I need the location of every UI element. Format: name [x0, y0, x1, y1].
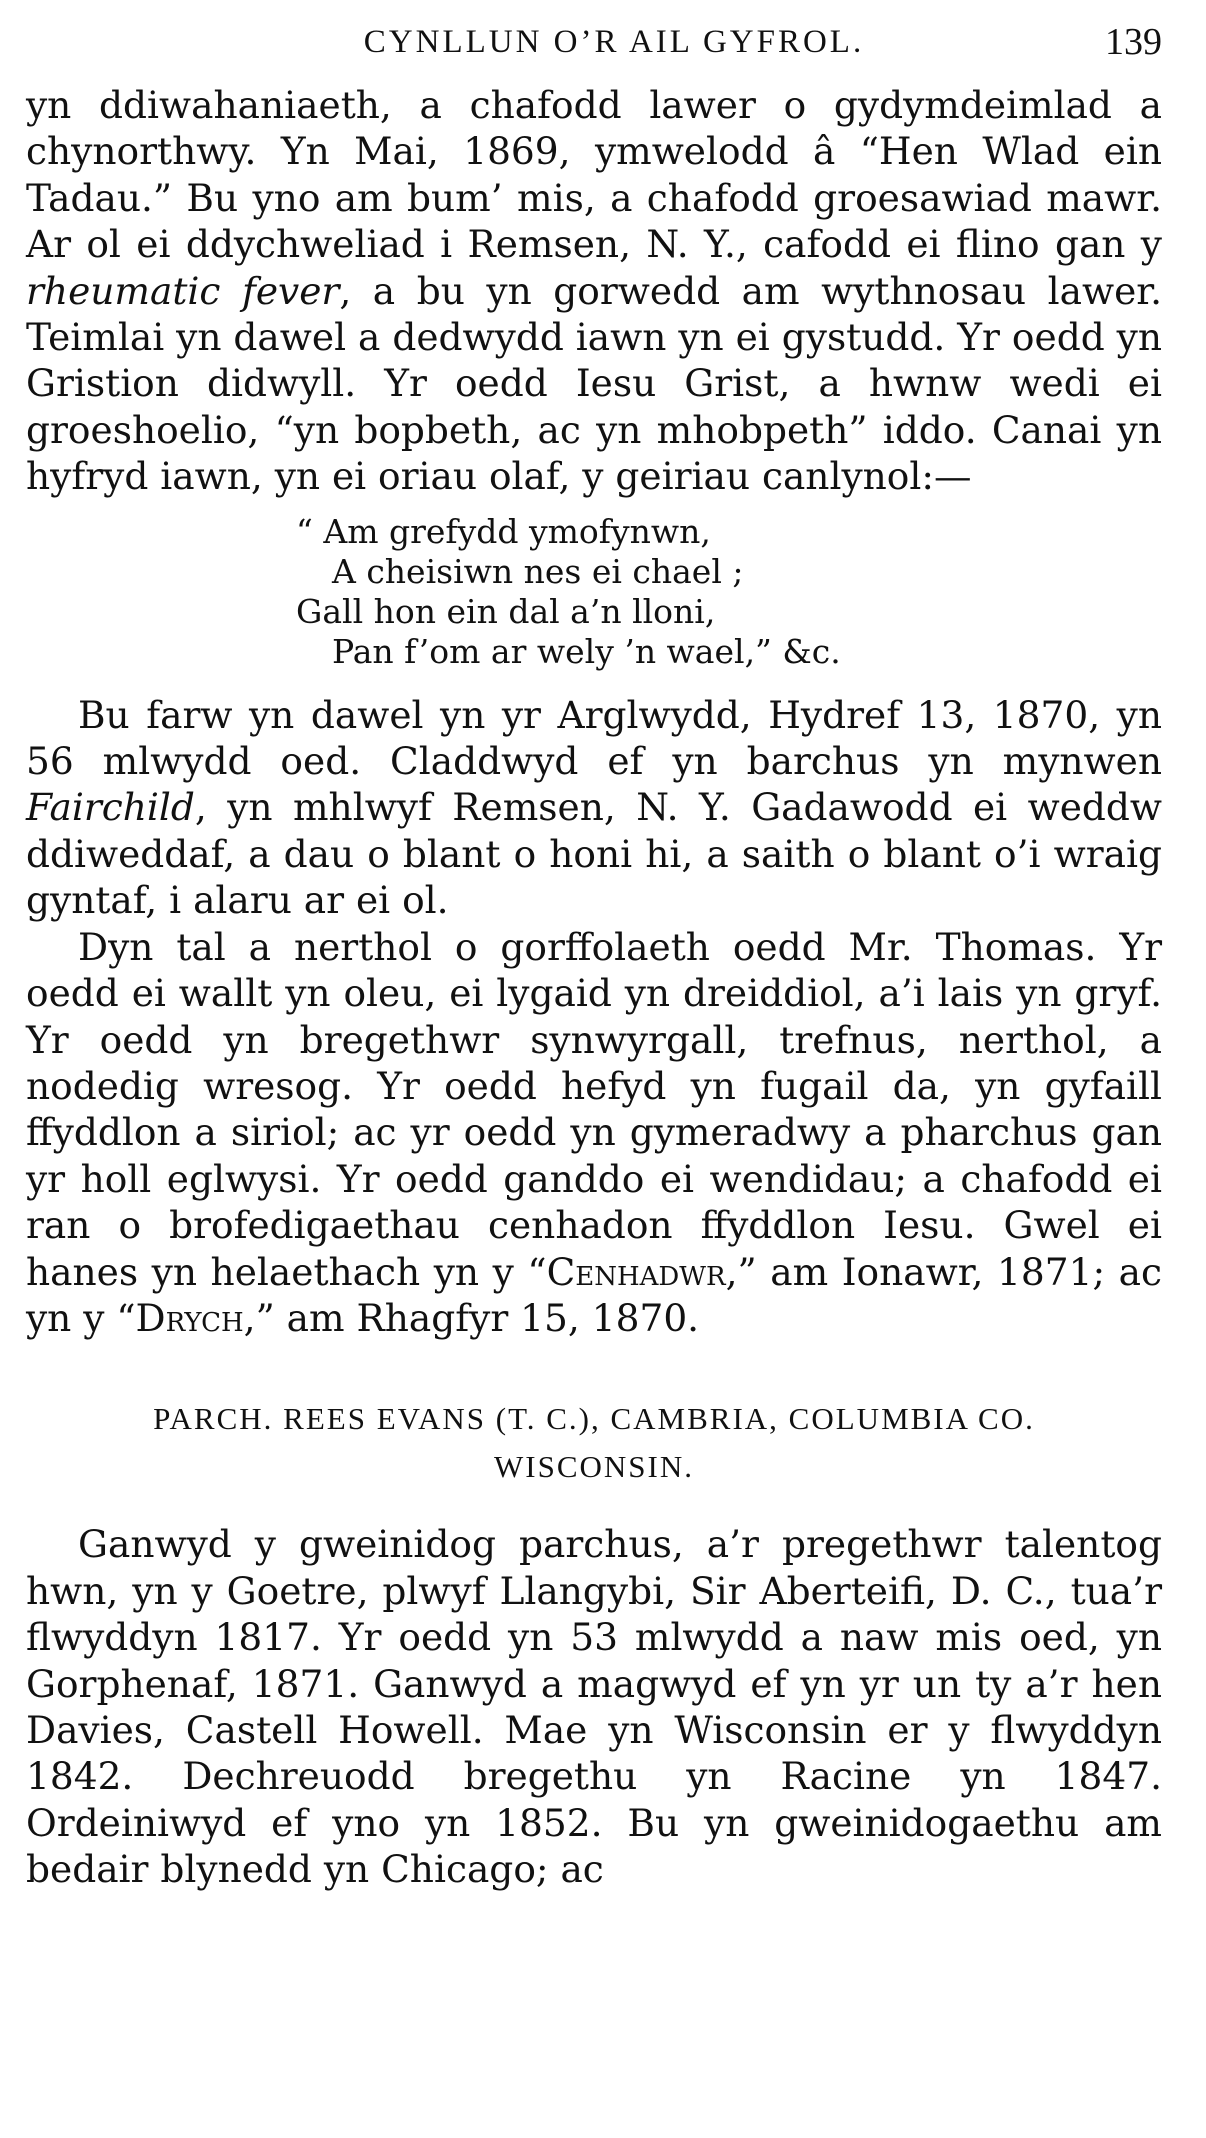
small-caps-title: Cenhadwr [546, 1249, 726, 1294]
text-run: , yn mhlwyf Remsen, N. Y. Gadawodd ei weddw ddiweddaf, a dau o blant o honi hi, a saith o blant o’i wraig gyntaf, i alaru ar ei ol. [26, 785, 1162, 923]
italic-term: rheumatic fever [26, 268, 340, 313]
paragraph-biography: Ganwyd y gweinidog parchus, a’r pregethwr talentog hwn, yn y Goetre, plwyf Llangybi, Sir Aberteifi, D. C., tua’r flwyddyn 1817. Yr oedd yn 53 mlwydd a naw mis oed, yn Gorphenaf, 1871. Ganwyd a magwyd ef yn yr un ty a’r hen Davies, Castell Howell. Mae yn Wisconsin er y flwyddyn 1842. Dechreuodd bregethu yn Racine yn 1847. Ordeiniwyd ef yno yn 1852. Bu yn gweinidogaethu am bedair blynedd yn Chicago; ac [26, 1522, 1162, 1892]
running-header [26, 18, 1162, 82]
running-title: CYNLLUN O’R AIL GYFROL. [363, 24, 865, 60]
paragraph-continued [26, 82, 1162, 500]
text-run: , a bu yn gorwedd am wythnosau lawer. Teimlai yn dawel a dedwydd iawn yn ei gystudd. Yr oedd yn Gristion didwyll. Yr oedd Iesu Grist, a hwnw wedi ei groeshoelio, “yn bopbeth, ac yn mhobpeth” iddo. Canai yn hyfryd iawn, yn ei oriau olaf, y geiriau canlynol:— [26, 268, 1162, 499]
hymn-quotation [296, 512, 1162, 672]
text-run: ,” am Ionawr, 1871; ac yn y “ [26, 1249, 1162, 1340]
paragraph-character [26, 924, 1162, 1342]
italic-term: Fairchild [26, 785, 195, 830]
text-run: Dyn tal a nerthol o gorffolaeth oedd Mr. Thomas. Yr oedd ei wallt yn oleu, ei lygaid yn dreiddiol, a’i lais yn gryf. Yr oedd yn bregethwr synwyrgall, trefnus, nerthol, a nodedig wresog. Yr oedd hefyd yn fugail da, yn gyfaill ffyddlon a siriol; ac yr oedd yn gymeradwy a pharchus gan yr holl eglwysi. Yr oedd ganddo ei wendidau; a chafodd ei ran o brofedigaethau cenhadon ffyddlon Iesu. Gwel ei hanes yn helaethach yn y “ [26, 924, 1162, 1294]
hymn-line: A cheisiwn nes ei chael ; [332, 551, 744, 591]
hymn-line: “ Am grefydd ymofynwn, [296, 511, 711, 551]
section-heading [26, 1395, 1162, 1491]
hymn-line: Pan f’om ar wely ’n wael,” &c. [332, 631, 841, 671]
section-heading-line: WISCONSIN. [494, 1449, 694, 1485]
section-heading-line: PARCH. REES EVANS (T. C.), CAMBRIA, COLUMBIA CO. [153, 1401, 1035, 1437]
hymn-line: Gall hon ein dal a’n lloni, [296, 591, 716, 631]
text-run: ,” am Rhagfyr 15, 1870. [243, 1295, 700, 1340]
page-number: 139 [1105, 21, 1162, 63]
paragraph-death [26, 692, 1162, 924]
text-run: yn ddiwahaniaeth, a chafodd lawer o gydymdeimlad a chynorthwy. Yn Mai, 1869, ymwelodd â “Hen Wlad ein Tadau.” Bu yno am bum’ mis, a chafodd groesawiad mawr. Ar ol ei ddychweliad i Remsen, N. Y., cafodd ei flino gan y [26, 83, 1162, 267]
text-run: Bu farw yn dawel yn yr Arglwydd, Hydref 13, 1870, yn 56 mlwydd oed. Claddwyd ef yn barchus yn mynwen [26, 692, 1162, 784]
small-caps-title: Drych [135, 1295, 244, 1340]
